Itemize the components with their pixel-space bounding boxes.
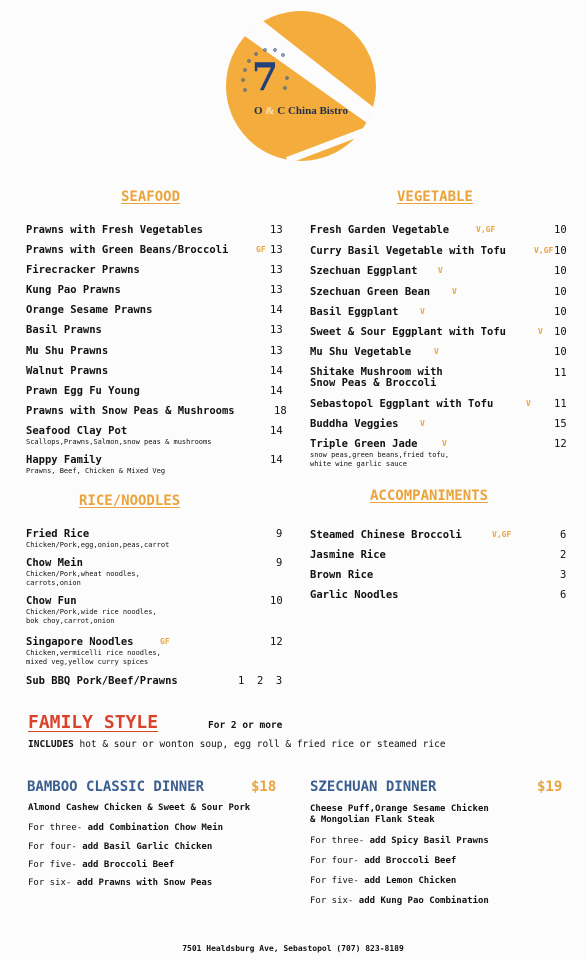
item-price: 9 — [276, 557, 283, 569]
menu-item — [26, 595, 286, 625]
item-tag: V — [438, 266, 443, 275]
item-price: 12 — [554, 438, 567, 450]
item-price: 9 — [276, 528, 283, 540]
item-price: 14 — [270, 425, 283, 437]
item-name: Mu Shu Vegetable — [310, 346, 412, 358]
item-price: 13 — [270, 324, 283, 336]
menu-item — [310, 306, 570, 322]
item-price: 11 — [554, 398, 567, 410]
item-price: 10 — [554, 265, 567, 277]
item-price: 13 — [270, 224, 283, 236]
item-tag: V — [442, 439, 447, 448]
menu-item — [310, 398, 570, 414]
menu-item — [26, 385, 286, 401]
item-name: Basil Prawns — [26, 324, 102, 336]
item-price: 10 — [270, 595, 283, 607]
item-name: Singapore Noodles — [26, 636, 134, 648]
item-tag: GF — [160, 637, 170, 646]
item-name: Brown Rice — [310, 569, 374, 581]
item-name: Szechuan Eggplant — [310, 265, 418, 277]
item-description: Scallops,Prawns,Salmon,snow peas & mushrooms — [26, 438, 212, 446]
item-price: 10 — [554, 306, 567, 318]
item-name: Basil Eggplant — [310, 306, 399, 318]
item-price: 1 2 3 — [238, 675, 283, 687]
bamboo-add-line: For four- add Basil Garlic Chicken — [28, 842, 213, 852]
item-description: Chicken/Pork,egg,onion,peas,carrot — [26, 541, 170, 549]
menu-item — [310, 224, 570, 240]
bamboo-base-dishes: Almond Cashew Chicken & Sweet & Sour Pork — [28, 803, 251, 813]
menu-item — [310, 286, 570, 302]
item-tag: V — [434, 347, 439, 356]
szechuan-dinner-price: $19 — [537, 779, 563, 795]
item-name: Sebastopol Eggplant with Tofu — [310, 398, 494, 410]
includes-label: INCLUDES — [28, 739, 74, 750]
item-price: 14 — [270, 365, 283, 377]
restaurant-logo — [225, 10, 377, 162]
menu-item — [310, 326, 570, 342]
item-price: 10 — [554, 346, 567, 358]
item-tag: V — [420, 307, 425, 316]
item-tag: V — [452, 287, 457, 296]
menu-item — [310, 589, 570, 605]
item-price: 13 — [270, 264, 283, 276]
menu-item — [310, 529, 570, 545]
item-description: Chicken/Pork,wide rice noodles, bok choy,carrot,onion — [26, 608, 157, 625]
menu-item — [310, 265, 570, 281]
szechuan-add-line: For three- add Spicy Basil Prawns — [310, 836, 489, 846]
item-name: Chow Mein — [26, 557, 83, 569]
item-name: Prawns with Snow Peas & Mushrooms — [26, 405, 235, 417]
logo-circle-icon — [225, 10, 377, 162]
footer-address: 7501 Healdsburg Ave, Sebastopol (707) 823-8189 — [182, 944, 404, 953]
item-name: Sweet & Sour Eggplant with Tofu — [310, 326, 506, 338]
item-price: 2 — [560, 549, 567, 561]
item-name: Sub BBQ Pork/Beef/Prawns — [26, 675, 178, 687]
seafood-title: SEAFOOD — [121, 189, 181, 205]
bamboo-add-line: For three- add Combination Chow Mein — [28, 823, 224, 833]
menu-item — [26, 284, 286, 300]
item-price: 14 — [270, 304, 283, 316]
menu-item — [26, 675, 286, 691]
item-price: 15 — [554, 418, 567, 430]
menu-item — [26, 454, 286, 475]
item-price: 10 — [554, 224, 567, 236]
item-tag: V,GF — [476, 225, 496, 234]
item-description: snow peas,green beans,fried tofu, white wine garlic sauce — [310, 451, 450, 468]
menu-item — [26, 405, 286, 421]
item-description: Chicken,vermicelli rice noodles, mixed veg,yellow curry spices — [26, 649, 161, 666]
item-name: Mu Shu Prawns — [26, 345, 109, 357]
item-description: Prawns, Beef, Chicken & Mixed Veg — [26, 467, 166, 475]
menu-item — [310, 346, 570, 362]
item-name: Prawns with Fresh Vegetables — [26, 224, 204, 236]
menu-item — [310, 418, 570, 434]
item-name: Chow Fun — [26, 595, 77, 607]
item-price: 12 — [270, 636, 283, 648]
family-includes — [28, 739, 446, 750]
family-style-title: FAMILY STYLE — [28, 712, 159, 733]
szechuan-base-dishes: Cheese Puff,Orange Sesame Chicken & Mongolian Flank Steak — [310, 804, 489, 825]
item-price: 18 — [274, 405, 287, 417]
item-name: Orange Sesame Prawns — [26, 304, 153, 316]
szechuan-add-line: For four- add Broccoli Beef — [310, 856, 457, 866]
menu-item — [26, 345, 286, 361]
item-price: 14 — [270, 385, 283, 397]
vegetable-title: VEGETABLE — [397, 189, 473, 205]
item-price: 10 — [554, 245, 567, 257]
item-price: 14 — [270, 454, 283, 466]
item-tag: V — [526, 399, 531, 408]
menu-item — [26, 304, 286, 320]
item-price: 6 — [560, 589, 567, 601]
item-price: 13 — [270, 244, 283, 256]
bamboo-dinner-price: $18 — [251, 779, 277, 795]
item-name: Garlic Noodles — [310, 589, 399, 601]
menu-item — [310, 438, 570, 468]
menu-item — [26, 244, 286, 260]
item-name: Fried Rice — [26, 528, 90, 540]
item-tag: V,GF — [492, 530, 512, 539]
item-description: Chicken/Pork,wheat noodles, carrots,onion — [26, 570, 140, 587]
item-name: Steamed Chinese Broccoli — [310, 529, 462, 541]
item-price: 13 — [270, 284, 283, 296]
menu-item — [310, 569, 570, 585]
item-tag: V — [538, 327, 543, 336]
menu-item — [310, 245, 570, 261]
item-name: Firecracker Prawns — [26, 264, 140, 276]
item-name: Seafood Clay Pot — [26, 425, 128, 437]
item-price: 6 — [560, 529, 567, 541]
menu-item — [26, 557, 286, 587]
family-style-subtitle: For 2 or more — [208, 720, 283, 731]
szechuan-add-line: For six- add Kung Pao Combination — [310, 896, 489, 906]
item-name: Prawn Egg Fu Young — [26, 385, 140, 397]
menu-item — [26, 636, 286, 666]
menu-item — [26, 365, 286, 381]
seafood-list — [26, 224, 286, 474]
logo-name: O & C China Bistro — [254, 105, 348, 117]
item-tag: V — [420, 419, 425, 428]
accompaniments-title: ACCOMPANIMENTS — [370, 488, 489, 504]
item-name: Triple Green Jade — [310, 438, 418, 450]
rice-noodles-title: RICE/NOODLES — [79, 493, 181, 509]
rice-noodles-list — [26, 528, 286, 698]
includes-text: hot & sour or wonton soup, egg roll & fried rice or steamed rice — [73, 739, 446, 750]
item-name: Jasmine Rice — [310, 549, 386, 561]
item-tag: GF — [256, 245, 266, 254]
menu-item — [310, 549, 570, 565]
item-price: 3 — [560, 569, 567, 581]
menu-item — [26, 224, 286, 240]
item-price: 11 — [554, 367, 567, 379]
menu-item — [310, 366, 570, 389]
item-name: Curry Basil Vegetable with Tofu — [310, 245, 506, 257]
item-name: Buddha Veggies — [310, 418, 399, 430]
item-name: Walnut Prawns — [26, 365, 109, 377]
vegetable-list — [310, 224, 570, 474]
item-price: 13 — [270, 345, 283, 357]
item-name: Kung Pao Prawns — [26, 284, 121, 296]
bamboo-add-line: For six- add Prawns with Snow Peas — [28, 878, 213, 888]
item-name: Shitake Mushroom with Snow Peas & Broccoli — [310, 366, 443, 389]
menu-item — [26, 264, 286, 280]
menu-item — [26, 528, 286, 549]
bamboo-dinner-title: BAMBOO CLASSIC DINNER — [27, 779, 205, 795]
item-name: Fresh Garden Vegetable — [310, 224, 450, 236]
accompaniments-list — [310, 529, 570, 619]
szechuan-add-line: For five- add Lemon Chicken — [310, 876, 457, 886]
szechuan-dinner-title: SZECHUAN DINNER — [310, 779, 437, 795]
bamboo-add-line: For five- add Broccoli Beef — [28, 860, 175, 870]
menu-item — [26, 425, 286, 446]
item-name: Prawns with Green Beans/Broccoli — [26, 244, 229, 256]
item-tag: V,GF — [534, 246, 554, 255]
item-price: 10 — [554, 286, 567, 298]
item-name: Happy Family — [26, 454, 102, 466]
logo-number: 7 — [251, 54, 279, 99]
menu-item — [26, 324, 286, 340]
item-price: 10 — [554, 326, 567, 338]
item-name: Szechuan Green Bean — [310, 286, 431, 298]
